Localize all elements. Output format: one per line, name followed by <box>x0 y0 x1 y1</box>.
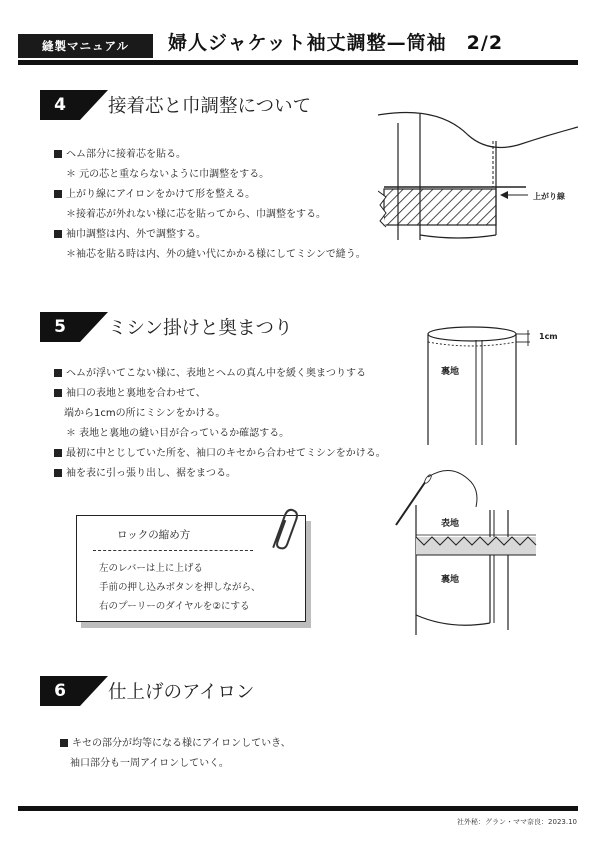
section-6-line-1: キセの部分が均等になる様にアイロンしていき、 <box>60 734 291 754</box>
note-line-2: 手前の押し込みボタンを押しながら、 <box>99 582 261 593</box>
section-4-title: 接着芯と巾調整について <box>108 96 312 117</box>
section-5-line-2: 袖口の表地と裏地を合わせて、 <box>54 384 386 404</box>
page-title: 婦人ジャケット袖丈調整—筒袖 2/2 <box>168 32 504 54</box>
hem-line-label: 上がり線 <box>533 192 565 201</box>
paperclip-icon <box>272 505 298 555</box>
measure-1cm-label: 1cm <box>539 332 558 341</box>
bullet-square-icon <box>54 449 62 457</box>
lining-stitch-diagram <box>390 320 540 450</box>
section-4-number: 4 <box>40 90 80 120</box>
section-5-slant <box>80 312 108 342</box>
sleeve-hem-interfacing-diagram <box>378 95 578 255</box>
needle-hemming-diagram <box>390 455 570 635</box>
section-5-line-1: ヘムが浮いてこない様に、表地とヘムの真ん中を緩く奥まつりする <box>54 364 386 384</box>
lining-label-bottom: 裏地 <box>441 575 460 585</box>
section-5-line-5: 最初に中とじしていた所を、袖口のキセから合わせてミシンをかける。 <box>54 444 386 464</box>
bullet-square-icon <box>60 739 68 747</box>
manual-badge: 縫製マニュアル <box>18 34 153 58</box>
lining-label-top: 裏地 <box>441 367 460 377</box>
bullet-square-icon <box>54 190 62 198</box>
footer-confidential: 社外秘：グラン・ママ奈良：2023.10 <box>457 818 577 826</box>
section-5-body <box>54 364 386 484</box>
section-5-title: ミシン掛けと奥まつり <box>108 318 293 339</box>
section-4-body <box>54 145 366 265</box>
section-4-line-6: ＊袖芯を貼る時は内、外の縫い代にかかる様にしてミシンで縫う。 <box>66 249 366 260</box>
bullet-square-icon <box>54 469 62 477</box>
section-4-line-4: ＊接着芯が外れない様に芯を貼ってから、巾調整をする。 <box>66 209 326 220</box>
note-divider <box>93 550 253 551</box>
section-6-title: 仕上げのアイロン <box>108 682 255 703</box>
section-5-line-6: 袖を表に引っ張り出し、裾をまつる。 <box>54 464 386 484</box>
note-title: ロックの縮め方 <box>117 529 191 541</box>
section-5-number: 5 <box>40 312 80 342</box>
note-line-3: 右のプーリーのダイヤルを②にする <box>99 601 250 612</box>
section-4-slant <box>80 90 108 120</box>
section-5-line-3: 端から1cmの所にミシンをかける。 <box>64 408 226 419</box>
section-4-line-3: 上がり線にアイロンをかけて形を整える。 <box>54 185 366 205</box>
outer-fabric-label: 表地 <box>441 519 460 529</box>
header-rule <box>18 60 578 65</box>
section-5-line-4: ＊ 表地と裏地の縫い目が合っているか確認する。 <box>66 428 290 439</box>
note-line-1: 左のレバーは上に上げる <box>99 563 203 574</box>
section-6-line-2: 袖口部分も一周アイロンしていく。 <box>70 758 229 769</box>
bullet-square-icon <box>54 230 62 238</box>
bullet-square-icon <box>54 150 62 158</box>
bullet-square-icon <box>54 389 62 397</box>
section-6-slant <box>80 676 108 706</box>
footer-rule <box>18 806 578 811</box>
section-4-line-1: ヘム部分に接着芯を貼る。 <box>54 145 366 165</box>
section-6-number: 6 <box>40 676 80 706</box>
section-4-line-2: ＊ 元の芯と重ならないように巾調整をする。 <box>66 169 270 180</box>
section-4-line-5: 袖巾調整は内、外で調整する。 <box>54 225 366 245</box>
bullet-square-icon <box>54 369 62 377</box>
section-6-body <box>60 734 291 774</box>
